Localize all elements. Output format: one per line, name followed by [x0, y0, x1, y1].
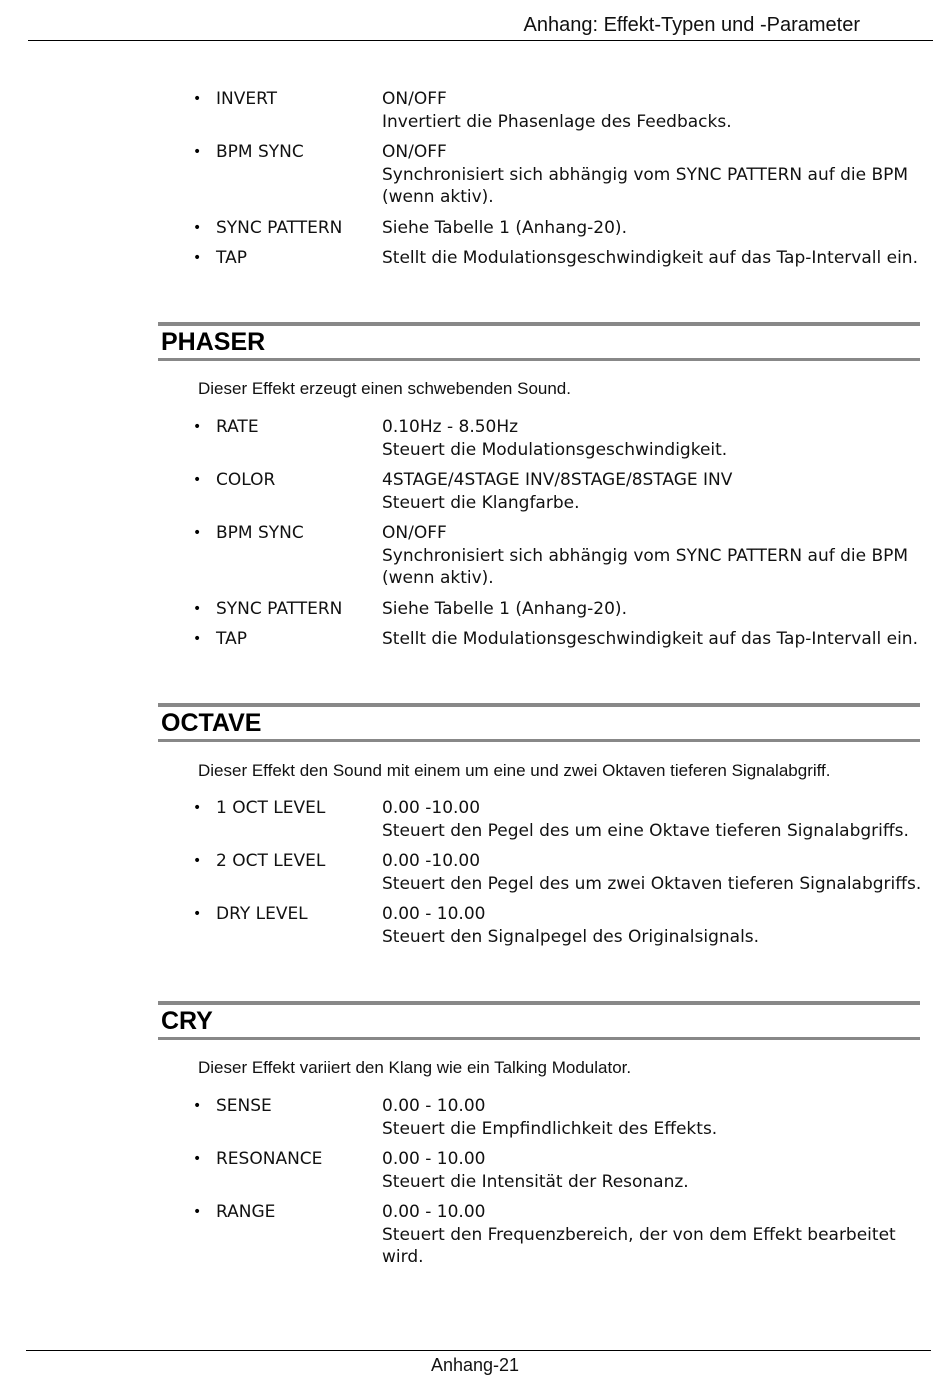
- param-name: 2 OCT LEVEL: [216, 851, 326, 871]
- octave-param-block: [0, 797, 950, 956]
- param-range: ON/OFF: [382, 523, 447, 543]
- section-title: PHASER: [161, 328, 266, 356]
- param-description: [382, 217, 922, 240]
- param-explanation: Steuert den Signalpegel des Originalsignals.: [382, 926, 760, 947]
- param-name: SYNC PATTERN: [216, 217, 343, 238]
- param-range: 0.00 - 10.00: [382, 1149, 486, 1169]
- bullet-icon: •: [193, 1151, 202, 1167]
- param-item: [0, 850, 950, 895]
- param-item: [0, 141, 950, 209]
- page-number: Anhang-21: [430, 1355, 520, 1375]
- param-range: Siehe Tabelle 1 (Anhang-20).: [382, 598, 627, 619]
- bullet-icon: •: [193, 219, 202, 236]
- param-item: [0, 797, 950, 842]
- param-name: RESONANCE: [216, 1149, 323, 1169]
- param-name: BPM SYNC: [216, 142, 304, 162]
- param-explanation: Steuert den Pegel des um eine Oktave tieferen Signalabgriffs.: [382, 820, 909, 841]
- bullet-icon: •: [193, 600, 202, 617]
- section-title: CRY: [161, 1007, 213, 1035]
- section-header-cry: [158, 1001, 920, 1040]
- param-name: TAP: [216, 629, 247, 649]
- param-list: [0, 88, 950, 270]
- param-item: [0, 1095, 950, 1140]
- bullet-icon: •: [193, 631, 202, 647]
- param-range: Stellt die Modulationsgeschwindigkeit auf das Tap-Intervall ein.: [382, 248, 918, 268]
- param-range: 0.00 - 10.00: [382, 1096, 486, 1116]
- bullet-icon: •: [193, 853, 202, 869]
- param-item: [0, 1201, 950, 1269]
- bullet-icon: •: [193, 800, 202, 816]
- param-list: [0, 416, 950, 651]
- section-header-octave: [158, 703, 920, 742]
- param-range: 0.00 - 10.00: [382, 904, 486, 924]
- section-header-phaser: [158, 322, 920, 361]
- section-intro: Dieser Effekt variiert den Klang wie ein Talking Modulator.: [198, 1058, 632, 1077]
- param-description: [382, 522, 922, 590]
- param-item: [0, 88, 950, 133]
- param-item: [0, 522, 950, 590]
- param-range: 0.10Hz - 8.50Hz: [382, 417, 519, 437]
- param-item: [0, 416, 950, 461]
- param-item: [0, 469, 950, 514]
- param-item: [0, 598, 950, 621]
- param-description: [382, 141, 922, 209]
- bullet-icon: •: [193, 91, 202, 107]
- param-range: Siehe Tabelle 1 (Anhang-20).: [382, 217, 627, 238]
- param-name: 1 OCT LEVEL: [216, 798, 326, 818]
- param-explanation: Synchronisiert sich abhängig vom SYNC PATTERN auf die BPM (wenn aktiv).: [382, 545, 909, 588]
- param-description: [382, 1148, 922, 1193]
- param-description: [382, 88, 922, 133]
- param-explanation: Steuert die Klangfarbe.: [382, 492, 580, 513]
- param-description: [382, 1201, 922, 1269]
- param-range: Stellt die Modulationsgeschwindigkeit auf das Tap-Intervall ein.: [382, 629, 918, 649]
- param-list: [0, 1095, 950, 1269]
- param-item: [0, 1148, 950, 1193]
- param-explanation: Steuert die Empfindlichkeit des Effekts.: [382, 1118, 718, 1139]
- bullet-icon: •: [193, 1098, 202, 1114]
- footer-rule: [26, 1350, 931, 1351]
- bullet-icon: •: [193, 419, 202, 435]
- param-name: RATE: [216, 417, 259, 437]
- param-name: COLOR: [216, 470, 276, 490]
- section-title: OCTAVE: [161, 709, 262, 737]
- param-name: BPM SYNC: [216, 523, 304, 543]
- param-item: [0, 903, 950, 948]
- param-description: [382, 598, 922, 621]
- param-explanation: Synchronisiert sich abhängig vom SYNC PATTERN auf die BPM (wenn aktiv).: [382, 164, 909, 207]
- phaser-param-block: [0, 416, 950, 659]
- param-explanation: Invertiert die Phasenlage des Feedbacks.: [382, 111, 732, 132]
- param-description: [382, 903, 922, 948]
- param-explanation: Steuert die Modulationsgeschwindigkeit.: [382, 439, 728, 460]
- param-item: [0, 247, 950, 270]
- bullet-icon: •: [193, 250, 202, 266]
- param-description: [382, 850, 922, 895]
- param-range: 4STAGE/4STAGE INV/8STAGE/8STAGE INV: [382, 470, 733, 490]
- param-description: [382, 1095, 922, 1140]
- param-range: 0.00 -10.00: [382, 851, 481, 871]
- param-description: [382, 797, 922, 842]
- param-item: [0, 628, 950, 651]
- section-intro: Dieser Effekt erzeugt einen schwebenden Sound.: [198, 379, 571, 398]
- param-name: DRY LEVEL: [216, 904, 308, 924]
- param-explanation: Steuert den Pegel des um zwei Oktaven tieferen Signalabgriffs.: [382, 873, 922, 894]
- param-name: SYNC PATTERN: [216, 598, 343, 619]
- param-explanation: Steuert die Intensität der Resonanz.: [382, 1171, 689, 1192]
- bullet-icon: •: [193, 1204, 202, 1220]
- param-description: [382, 247, 922, 270]
- param-range: ON/OFF: [382, 89, 447, 109]
- bullet-icon: •: [193, 525, 202, 541]
- cry-param-block: [0, 1095, 950, 1277]
- param-explanation: Steuert den Frequenzbereich, der von dem Effekt bearbeitet wird.: [382, 1224, 896, 1267]
- bullet-icon: •: [193, 906, 202, 922]
- param-name: TAP: [216, 248, 247, 268]
- param-list: [0, 797, 950, 948]
- param-description: [382, 416, 922, 461]
- param-range: 0.00 - 10.00: [382, 1202, 486, 1222]
- param-range: 0.00 -10.00: [382, 798, 481, 818]
- section-intro: Dieser Effekt den Sound mit einem um eine und zwei Oktaven tieferen Signalabgriff.: [198, 761, 831, 780]
- top-param-block: [0, 88, 950, 278]
- bullet-icon: •: [193, 472, 202, 488]
- param-item: [0, 217, 950, 240]
- param-name: SENSE: [216, 1096, 272, 1116]
- param-description: [382, 469, 922, 514]
- page-header-title: Anhang: Effekt-Typen und -Parameter: [523, 14, 860, 36]
- header-rule: [28, 40, 933, 41]
- param-description: [382, 628, 922, 651]
- param-name: RANGE: [216, 1202, 276, 1222]
- bullet-icon: •: [193, 144, 202, 160]
- param-name: INVERT: [216, 89, 278, 109]
- param-range: ON/OFF: [382, 142, 447, 162]
